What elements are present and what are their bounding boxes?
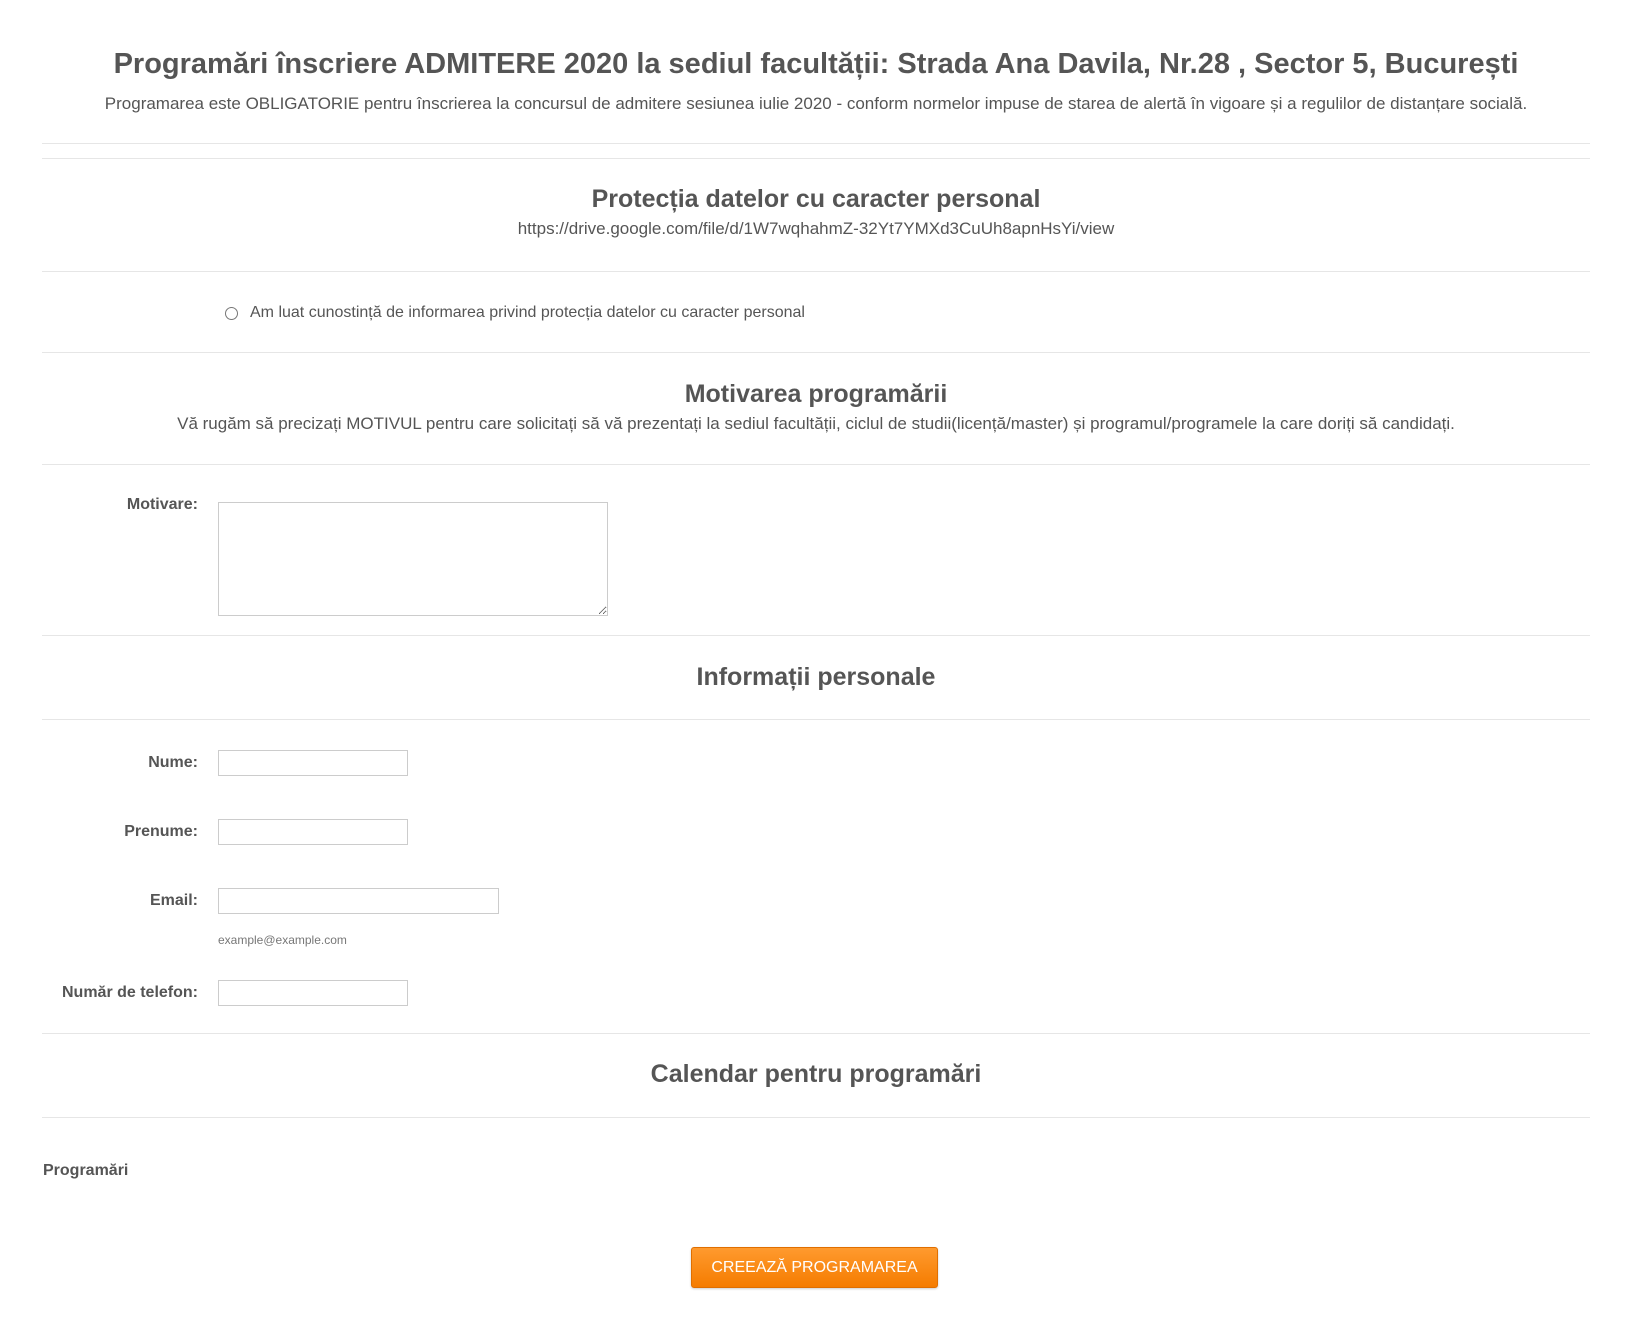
privacy-link-wrap	[42, 218, 1590, 240]
privacy-link: https://drive.google.com/file/d/1W7wqhahmZ-32Yt7YMXd3CuUh8apnHsYi/view	[517, 219, 1115, 238]
divider	[42, 464, 1590, 465]
divider	[42, 719, 1590, 720]
privacy-section-header	[42, 184, 1590, 214]
email-hint: example@example.com	[218, 933, 347, 947]
motivation-description-wrap	[42, 413, 1590, 435]
motivation-textarea[interactable]	[218, 502, 608, 616]
email-label: Email:	[149, 892, 198, 909]
personal-info-title: Informații personale	[696, 663, 936, 691]
divider	[42, 1117, 1590, 1118]
name-input[interactable]	[218, 750, 408, 776]
divider	[42, 143, 1590, 144]
divider	[42, 158, 1590, 159]
create-appointment-button[interactable]: CREEAZĂ PROGRAMAREA	[691, 1247, 938, 1288]
phone-label: Număr de telefon:	[61, 984, 198, 1001]
personal-info-section-header	[42, 662, 1590, 692]
first-name-label: Prenume:	[124, 823, 198, 840]
name-label: Nume:	[148, 754, 198, 771]
privacy-consent-option[interactable]	[225, 304, 805, 322]
page-subtitle: Programarea este OBLIGATORIE pentru înscrierea la concursul de admitere sesiunea iulie 2020 - conform normelor impuse de starea de alertă în vigoare și a regulilor de distanțare socială.	[104, 94, 1528, 113]
divider	[42, 271, 1590, 272]
appointments-label: Programări	[43, 1162, 129, 1179]
motivation-section-header	[42, 379, 1590, 409]
calendar-title: Calendar pentru programări	[650, 1060, 982, 1088]
first-name-input[interactable]	[218, 819, 408, 845]
page-subtitle-wrap	[42, 93, 1590, 115]
privacy-consent-label: Am luat cunostință de informarea privind protecția datelor cu caracter personal	[250, 304, 805, 321]
email-input[interactable]	[218, 888, 499, 914]
page-title: Programări înscriere ADMITERE 2020 la sediul facultății: Strada Ana Davila, Nr.28 , Sector 5, București	[113, 48, 1519, 80]
motivation-title: Motivarea programării	[684, 380, 948, 408]
divider	[42, 1033, 1590, 1034]
calendar-section-header	[42, 1059, 1590, 1089]
motivation-label: Motivare:	[126, 496, 198, 513]
privacy-consent-radio[interactable]	[225, 307, 238, 320]
privacy-title: Protecția datelor cu caracter personal	[591, 185, 1041, 213]
motivation-description: Vă rugăm să precizați MOTIVUL pentru care solicitați să vă prezentați la sediul facultății, ciclul de studii(licență/master) și programul/programele la care doriți să candidați.	[177, 414, 1455, 433]
page-header	[42, 47, 1590, 81]
phone-input[interactable]	[218, 980, 408, 1006]
divider	[42, 635, 1590, 636]
divider	[42, 352, 1590, 353]
